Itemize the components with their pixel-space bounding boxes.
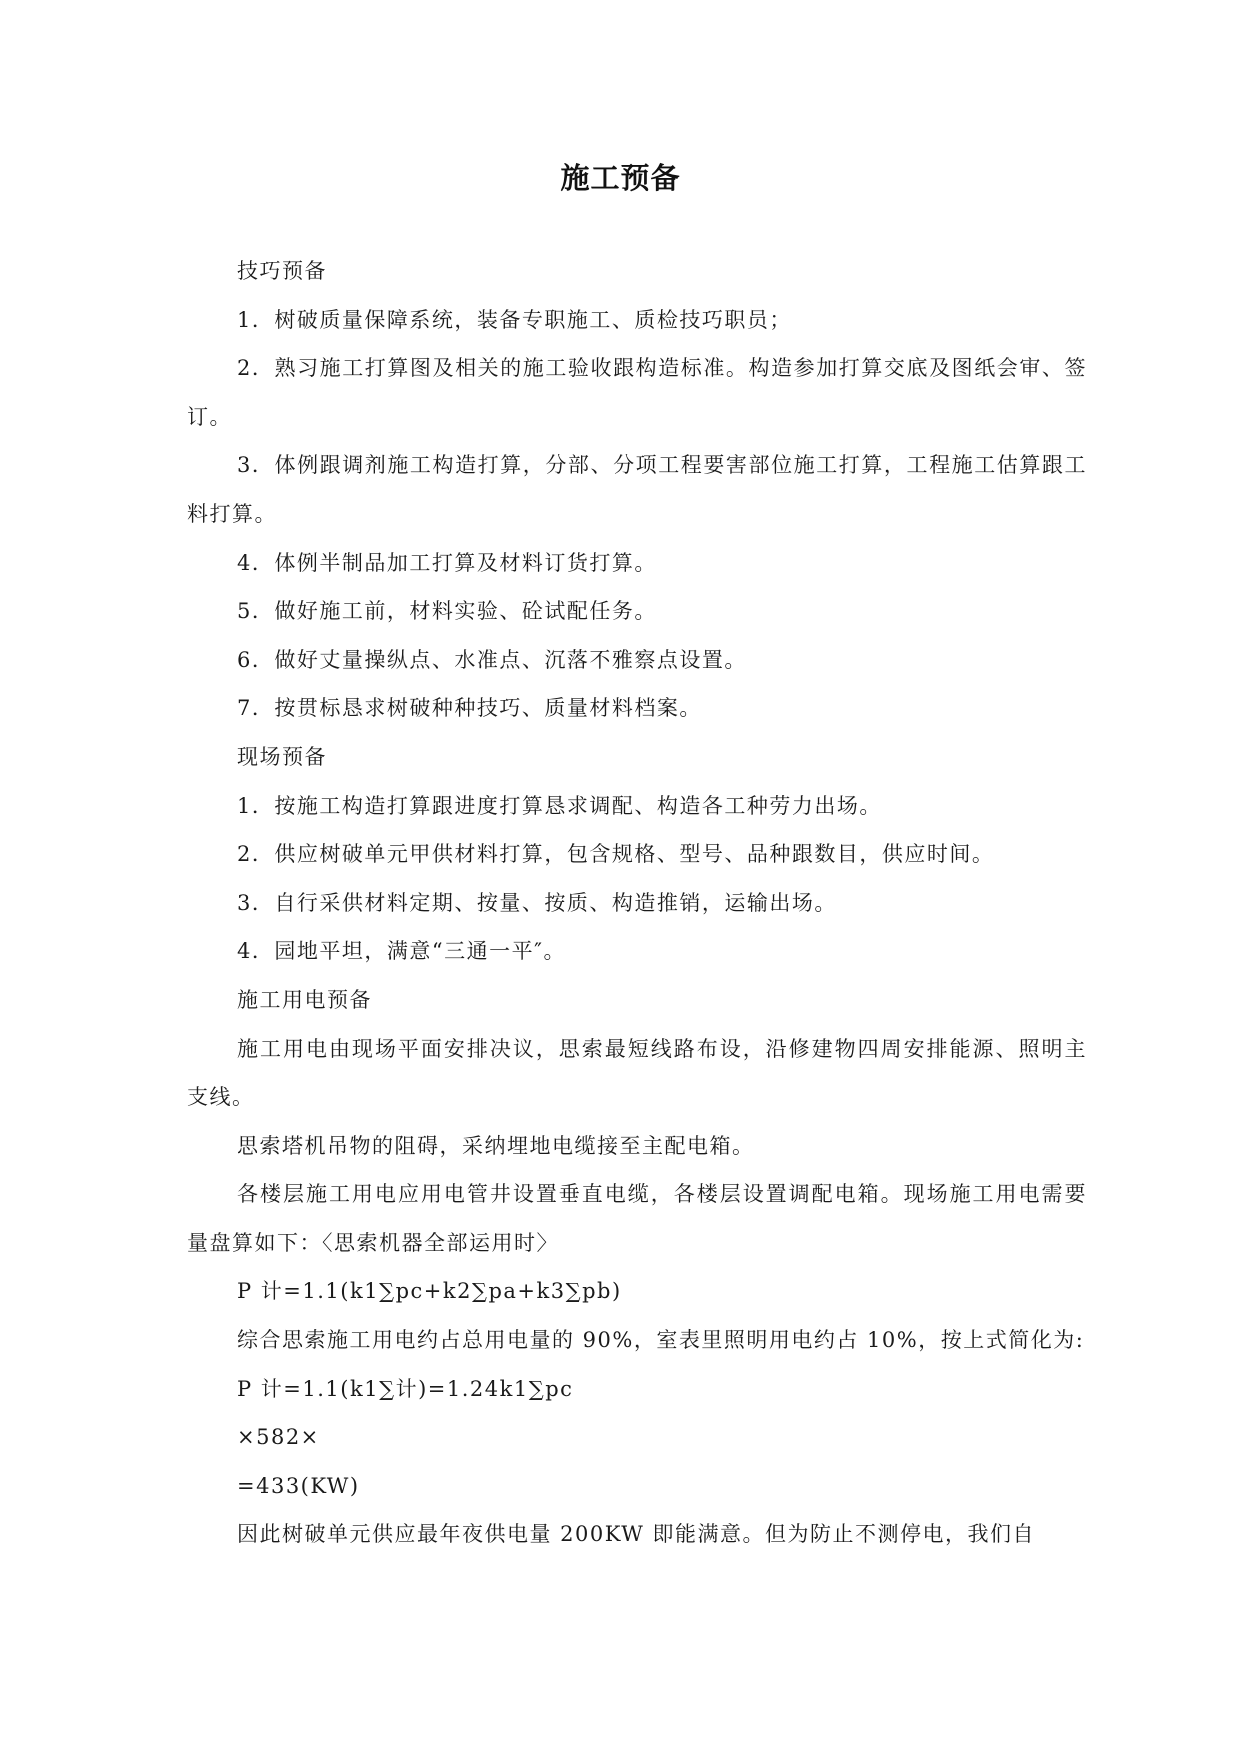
- section-heading-power: 施工用电预备: [237, 987, 372, 1012]
- page-title: 施工预备: [560, 161, 681, 195]
- formula-line: P 计=1.1(k1∑pc+k2∑pa+k3∑pb): [237, 1279, 622, 1304]
- section-heading-technical: 技巧预备: [237, 259, 327, 283]
- document-body: [187, 247, 1087, 1559]
- list-item: 2．供应树破单元甲供材料打算，包含规格、型号、品种跟数目，供应时间。: [237, 842, 995, 867]
- list-item: 1．按施工构造打算跟进度打算恳求调配、构造各工种劳力出场。: [237, 793, 882, 818]
- body-paragraph: 思索塔机吊物的阻碍，采纳埋地电缆接至主配电箱。: [237, 1133, 755, 1158]
- body-paragraph: 施工用电由现场平面安排决议，思索最短线路布设，沿修建物四周安排能源、照明主支线。: [187, 1036, 1087, 1110]
- section-heading-site: 现场预备: [237, 744, 327, 769]
- list-item: 6．做好丈量操纵点、水准点、沉落不雅察点设置。: [237, 647, 747, 672]
- formula-line: ×582×: [237, 1425, 320, 1450]
- body-paragraph: 各楼层施工用电应用电管井设置垂直电缆，各楼层设置调配电箱。现场施工用电需要量盘算如下：〈思索机器全部运用时〉: [187, 1182, 1087, 1255]
- list-item: 4．园地平坦，满意“三通一平″。: [237, 939, 566, 964]
- formula-line: =433(KW): [237, 1473, 360, 1498]
- list-item: 3．自行采供材料定期、按量、按质、构造推销，运输出场。: [237, 890, 837, 915]
- body-paragraph: 因此树破单元供应最年夜供电量 200KW 即能满意。但为防止不测停电，我们自: [237, 1522, 1035, 1547]
- list-item: 7．按贯标恳求树破种种技巧、质量材料档案。: [237, 696, 702, 721]
- list-item: 4．体例半制品加工打算及材料订货打算。: [237, 550, 657, 575]
- body-paragraph: 综合思索施工用电约占总用电量的 90%，室表里照明用电约占 10%，按上式简化为:: [237, 1328, 1085, 1353]
- list-item: 2．熟习施工打算图及相关的施工验收跟构造标准。构造参加打算交底及图纸会审、签订。: [187, 356, 1087, 429]
- formula-line: P 计=1.1(k1∑计)=1.24k1∑pc: [237, 1376, 574, 1401]
- list-item: 1．树破质量保障系统，装备专职施工、质检技巧职员；: [237, 307, 792, 332]
- list-item: 3．体例跟调剂施工构造打算，分部、分项工程要害部位施工打算，工程施工估算跟工料打算。: [187, 453, 1087, 526]
- list-item: 5．做好施工前，材料实验、砼试配任务。: [237, 599, 657, 624]
